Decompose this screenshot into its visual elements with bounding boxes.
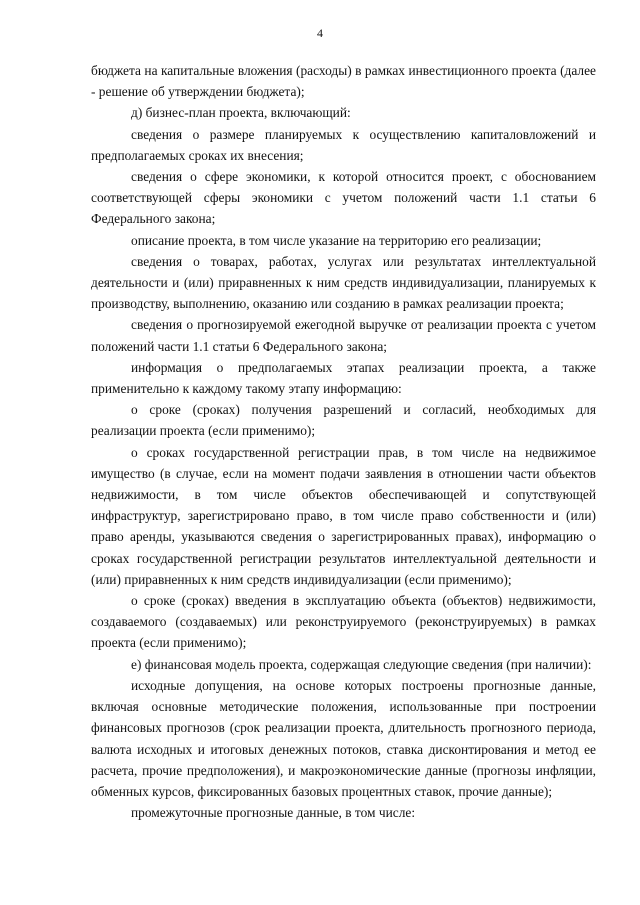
paragraph-rights-registration: о сроках государственной регистрации прав, в том числе на недвижимое имущество (в случае, если на момент подачи заявления в отношении части объектов недвижимости, в том числе объектов обеспечивающей и сопутствующей инфраструктур, зарегистрировано право, в том числе право собственности и (или) право аренды, указываются сведения о зарегистрированных правах), информацию о сроках государственной регистрации результатов интеллектуальной деятельности и (или) приравненных к ним средств индивидуализации (если применимо); (91, 444, 596, 587)
paragraph-budget-continuation: бюджета на капитальные вложения (расходы) в рамках инвестиционного проекта (далее - решение об утверждении бюджета); (91, 63, 596, 100)
page-number: 4 (317, 26, 323, 40)
paragraph-economy-sphere: сведения о сфере экономики, к которой относится проект, с обоснованием соответствующей сферы экономики с учетом положений части 1.1 статьи 6 Федерального закона; (91, 169, 596, 227)
paragraph-business-plan: д) бизнес-план проекта, включающий: (131, 105, 351, 121)
paragraph-goods-services: сведения о товарах, работах, услугах или результатах интеллектуальной деятельности и (или) приравненных к ним средств индивидуализации, планируемых к производству, выполнению, оказанию или созданию в рамках реализации проекта; (91, 253, 596, 312)
paragraph-financial-model: е) финансовая модель проекта, содержащая следующие сведения (при наличии): (131, 656, 592, 672)
paragraph-intermediate-forecast: промежуточные прогнозные данные, в том числе: (131, 805, 416, 821)
paragraph-annual-revenue: сведения о прогнозируемой ежегодной выручке от реализации проекта с учетом положений части 1.1 статьи 6 Федерального закона; (91, 317, 596, 354)
paragraph-initial-assumptions: исходные допущения, на основе которых построены прогнозные данные, включая основные методические положения, использованные при построении финансовых прогнозов (срок реализации проекта, длительность прогнозного периода, валюта исходных и итоговых денежных потоков, ставка дисконтирования и метод ее расчета, прочие предположения), и макроэкономические данные (прогнозы инфляции, обменных курсов, фиксированных базовых процентных ставок, прочие данные); (91, 677, 596, 799)
paragraph-permits-timing: о сроке (сроках) получения разрешений и согласий, необходимых для реализации проекта (если применимо); (91, 402, 596, 439)
paragraph-commissioning: о сроке (сроках) введения в эксплуатацию объекта (объектов) недвижимости, создаваемого (создаваемых) или реконструируемого (реконструируемых) в рамках проекта (если применимо); (91, 593, 596, 651)
paragraph-project-description: описание проекта, в том числе указание на территорию его реализации; (131, 232, 542, 248)
paragraph-capital-investments: сведения о размере планируемых к осуществлению капиталовложений и предполагаемых сроках их внесения; (91, 126, 596, 163)
paragraph-project-stages: информация о предполагаемых этапах реализации проекта, а также применительно к каждому такому этапу информацию: (91, 359, 596, 397)
document-body (91, 60, 596, 823)
